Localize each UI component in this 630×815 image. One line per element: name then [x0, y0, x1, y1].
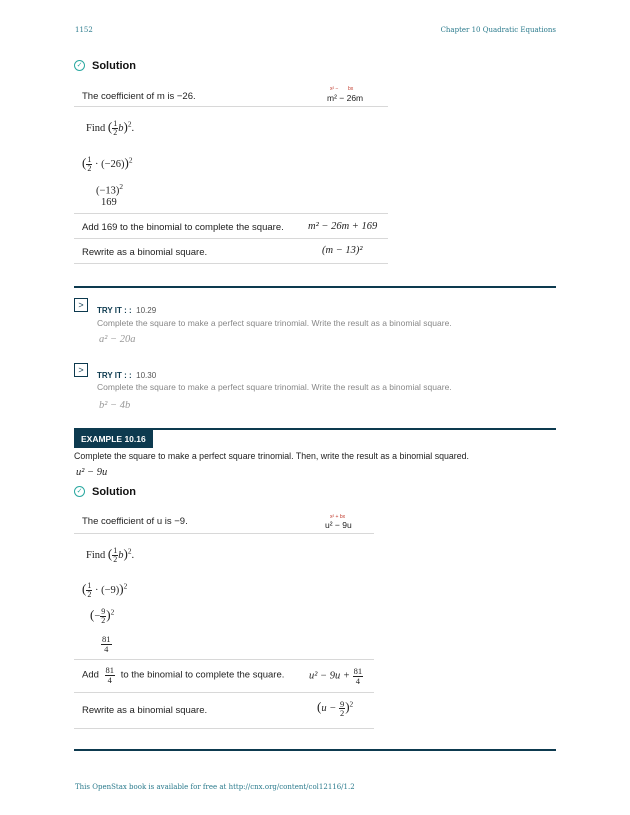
- step-substitute: ( $\frac{1}{2}$ · (−26))$^2$: [82, 155, 133, 174]
- check-circle-icon: ✓: [74, 486, 85, 497]
- label-bx: bx: [348, 86, 354, 92]
- step-square: (− $\frac{9}{2}$ )$^2$: [90, 607, 115, 626]
- chevron-right-icon[interactable]: >: [74, 363, 88, 377]
- binomial-square-expr: (u − $\frac{9}{2}$ )$^2$: [317, 698, 354, 719]
- try-it-text-1: Complete the square to make a perfect square trinomial. Write the result as a binomial square.: [97, 318, 452, 328]
- binomial-expr: m² − 26m: [327, 93, 364, 103]
- chapter-title: Chapter 10 Quadratic Equations: [440, 26, 556, 34]
- example-badge: EXAMPLE 10.16: [74, 430, 153, 448]
- binomial-expr: u² − 9u: [325, 520, 352, 530]
- solution-heading: Solution: [92, 60, 136, 72]
- try-it-expr-1: a² − 20a: [99, 334, 136, 345]
- example-prompt: Complete the square to make a perfect square trinomial. Then, write the result as a binomial squared.: [74, 451, 469, 461]
- rewrite-step-text: Rewrite as a binomial square.: [82, 705, 208, 716]
- add-step-text: Add 169 to the binomial to complete the square.: [82, 222, 284, 233]
- find-half-b: Find ( $\frac{1}{2}$ b)$^2$.: [86, 119, 135, 138]
- label-x2: x² −: [330, 86, 339, 92]
- add-step-text: Add $\frac{81}{4}$ to the binomial to complete the square.: [82, 665, 285, 685]
- coefficient-text: The coefficient of u is −9.: [82, 516, 188, 527]
- page-number: 1152: [75, 26, 93, 34]
- binomial-square-expr: (m − 13)²: [322, 245, 363, 256]
- check-circle-icon: ✓: [74, 60, 85, 71]
- trinomial-expr: u² − 9u + $\frac{81}{4}$: [309, 666, 363, 686]
- footer-note: This OpenStax book is available for free at http://cnx.org/content/col12116/1.2: [75, 783, 355, 791]
- trinomial-expr: m² − 26m + 169: [308, 221, 378, 232]
- step-result: $\frac{81}{4}$: [102, 634, 111, 654]
- step-square: $(-13)^2$: [96, 182, 124, 197]
- step-result: 169: [101, 197, 117, 208]
- step-substitute: ( $\frac{1}{2}$ · (−9))$^2$: [82, 581, 128, 600]
- try-it-text-2: Complete the square to make a perfect square trinomial. Write the result as a binomial square.: [97, 382, 452, 392]
- try-it-heading-2: TRY IT : : 10.30: [97, 371, 157, 380]
- coefficient-text: The coefficient of m is −26.: [82, 91, 196, 102]
- chevron-right-icon[interactable]: >: [74, 298, 88, 312]
- example-expr: u² − 9u: [76, 467, 108, 478]
- try-it-heading-1: TRY IT : : 10.29: [97, 306, 157, 315]
- find-half-b: Find ( $\frac{1}{2}$ b)$^2$.: [86, 546, 135, 565]
- label-x2-bx: x² + bx: [330, 514, 346, 520]
- try-it-expr-2: b² − 4b: [99, 400, 131, 411]
- rewrite-step-text: Rewrite as a binomial square.: [82, 247, 208, 258]
- solution-heading: Solution: [92, 486, 136, 498]
